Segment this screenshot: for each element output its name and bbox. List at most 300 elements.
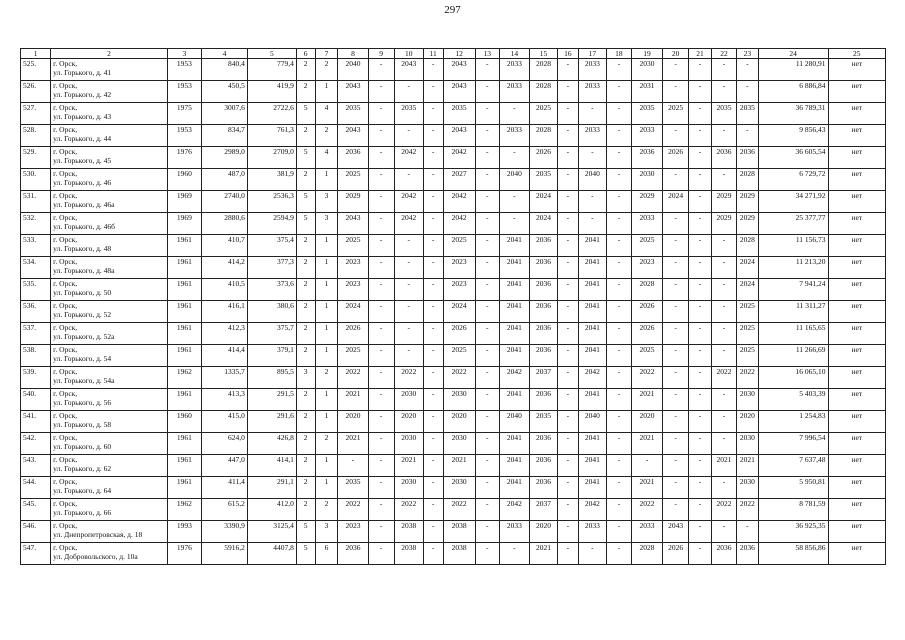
address-street: ул. Горького, д. 44 [53,134,112,143]
row-number-cell: 539. [21,367,51,389]
data-cell: 2042 [499,367,529,389]
data-cell: 1960 [167,169,201,191]
table-row [21,411,886,433]
data-cell: 6 729,72 [758,169,828,191]
column-number-header: 15 [529,49,557,59]
address-cell [51,301,168,323]
data-cell: 36 925,35 [758,521,828,543]
data-cell: 1953 [167,125,201,147]
data-cell: - [368,345,394,367]
data-cell: 2041 [499,345,529,367]
address-street: ул. Горького, д. 42 [53,90,112,99]
data-cell: 2025 [736,345,758,367]
data-cell: - [689,477,712,499]
status-cell: нет [828,477,885,499]
data-cell: - [689,169,712,191]
data-cell: 6 [315,543,338,565]
status-cell: нет [828,389,885,411]
row-number-cell: 537. [21,323,51,345]
table-row [21,367,886,389]
data-cell: - [499,147,529,169]
column-number-header: 1 [21,49,51,59]
data-cell: - [423,521,443,543]
data-cell: 3 [315,213,338,235]
data-cell: 1976 [167,147,201,169]
data-cell: 2722,6 [247,103,296,125]
status-cell: нет [828,191,885,213]
data-cell: 2037 [529,499,557,521]
data-cell: 615,2 [202,499,248,521]
address-city: г. Орск, [53,301,78,310]
data-cell: 2594,9 [247,213,296,235]
data-cell: - [663,301,689,323]
data-cell: - [423,169,443,191]
column-number-header: 10 [394,49,423,59]
data-cell: 2 [296,389,315,411]
data-cell: - [689,455,712,477]
data-cell: - [663,235,689,257]
table-row [21,521,886,543]
data-cell: 3125,4 [247,521,296,543]
data-cell: 2041 [499,301,529,323]
data-cell: 2023 [443,279,475,301]
data-cell: 2030 [394,389,423,411]
data-cell: - [475,455,499,477]
data-cell: 2024 [663,191,689,213]
data-cell: 2037 [529,367,557,389]
data-cell: - [368,301,394,323]
data-cell: 2041 [499,477,529,499]
data-cell: 2022 [631,367,662,389]
data-cell: 2025 [443,345,475,367]
address-street: ул. Горького, д. 48а [53,266,115,275]
address-city: г. Орск, [53,279,78,288]
table-row [21,235,886,257]
data-cell: 2038 [394,521,423,543]
address-cell [51,279,168,301]
data-cell: - [394,323,423,345]
data-cell: 2026 [443,323,475,345]
data-cell: - [368,125,394,147]
data-cell: 2021 [529,543,557,565]
address-cell [51,389,168,411]
data-cell: 2 [296,81,315,103]
data-cell: 2 [296,411,315,433]
data-cell: 291,1 [247,477,296,499]
row-number-cell: 529. [21,147,51,169]
data-cell: 2033 [631,213,662,235]
data-cell: 373,6 [247,279,296,301]
data-cell: - [689,125,712,147]
data-cell: 5 [296,103,315,125]
data-cell: - [558,499,579,521]
data-cell: 2536,3 [247,191,296,213]
data-cell: - [368,389,394,411]
data-cell: 2041 [578,323,606,345]
data-cell: 3 [296,367,315,389]
data-cell: - [578,191,606,213]
data-cell: - [606,477,631,499]
data-cell: 2025 [443,235,475,257]
data-cell: 2036 [529,235,557,257]
column-number-header: 6 [296,49,315,59]
data-cell: 2036 [529,389,557,411]
data-cell: 7 637,48 [758,455,828,477]
address-street: ул. Горького, д. 41 [53,68,112,77]
table-row [21,301,886,323]
data-cell: 2028 [529,125,557,147]
data-cell: - [423,345,443,367]
data-cell: 2030 [394,477,423,499]
data-cell: - [368,279,394,301]
data-cell: - [558,433,579,455]
data-cell: - [663,455,689,477]
data-cell: - [423,147,443,169]
address-cell [51,521,168,543]
data-cell: 2740,0 [202,191,248,213]
data-cell: 2030 [443,389,475,411]
status-cell: нет [828,213,885,235]
row-number-cell: 528. [21,125,51,147]
data-cell: - [558,147,579,169]
row-number-cell: 543. [21,455,51,477]
address-cell [51,169,168,191]
data-cell: 2024 [338,301,368,323]
data-cell: 2033 [578,81,606,103]
data-cell: - [558,213,579,235]
data-cell: 4 [315,103,338,125]
data-cell: 2026 [338,323,368,345]
data-cell: 2041 [578,235,606,257]
data-cell: - [712,345,737,367]
data-cell: - [423,477,443,499]
address-street: ул. Горького, д. 46 [53,178,112,187]
data-cell: - [499,103,529,125]
data-cell: - [558,257,579,279]
column-number-header: 2 [51,49,168,59]
data-cell: - [558,367,579,389]
data-cell: 1961 [167,433,201,455]
data-cell: 2041 [499,257,529,279]
address-street: ул. Горького, д. 56 [53,398,112,407]
data-cell: - [606,213,631,235]
data-cell: - [606,191,631,213]
housing-register-table [20,48,886,565]
data-cell: 895,5 [247,367,296,389]
data-cell: 840,4 [202,59,248,81]
data-cell: 2025 [338,235,368,257]
data-cell: - [712,477,737,499]
data-cell: 2022 [338,499,368,521]
data-cell: - [558,521,579,543]
column-number-header: 5 [247,49,296,59]
data-cell: - [663,257,689,279]
address-cell [51,323,168,345]
data-cell: 2036 [529,279,557,301]
data-cell: 2036 [529,455,557,477]
data-cell: - [423,301,443,323]
data-cell: 2041 [578,433,606,455]
data-cell: 2042 [578,499,606,521]
column-number-header-row [21,49,886,59]
data-cell: - [712,235,737,257]
data-cell: 2026 [631,301,662,323]
address-city: г. Орск, [53,235,78,244]
address-city: г. Орск, [53,81,78,90]
data-cell: 3 [315,191,338,213]
data-cell: 7 941,24 [758,279,828,301]
data-cell: 2021 [631,389,662,411]
data-cell: 2029 [338,191,368,213]
address-cell [51,147,168,169]
data-cell: 11 311,27 [758,301,828,323]
data-cell: 2023 [338,257,368,279]
data-cell: - [558,59,579,81]
row-number-cell: 526. [21,81,51,103]
column-number-header: 7 [315,49,338,59]
data-cell: 2043 [443,125,475,147]
data-cell: - [712,301,737,323]
data-cell: 2036 [529,345,557,367]
table-row [21,345,886,367]
data-cell: - [712,279,737,301]
data-cell: - [558,323,579,345]
data-cell: 779,4 [247,59,296,81]
data-cell: - [423,323,443,345]
data-cell: 2035 [394,103,423,125]
data-cell: 414,2 [202,257,248,279]
data-cell: 2 [296,477,315,499]
data-cell: - [475,521,499,543]
row-number-cell: 532. [21,213,51,235]
data-cell: 2020 [394,411,423,433]
data-cell: 2036 [529,301,557,323]
data-cell: - [663,59,689,81]
address-cell [51,411,168,433]
data-cell: 2024 [529,213,557,235]
data-cell: 11 213,20 [758,257,828,279]
data-cell: - [394,345,423,367]
data-cell: - [499,213,529,235]
data-cell: 2042 [578,367,606,389]
data-cell: 2036 [338,543,368,565]
data-cell: - [558,169,579,191]
data-cell: - [368,543,394,565]
data-cell: 2042 [394,191,423,213]
data-cell: 2033 [499,521,529,543]
address-street: ул. Горького, д. 52а [53,332,115,341]
data-cell: 2035 [443,103,475,125]
data-cell: - [663,477,689,499]
data-cell: - [606,279,631,301]
address-cell [51,257,168,279]
data-cell: 6 886,84 [758,81,828,103]
data-cell: 1961 [167,323,201,345]
data-cell: 2021 [712,455,737,477]
data-cell: - [394,125,423,147]
row-number-cell: 547. [21,543,51,565]
data-cell: - [475,433,499,455]
data-cell: 16 065,10 [758,367,828,389]
status-cell: нет [828,81,885,103]
data-cell: 5 [296,191,315,213]
data-cell: - [689,521,712,543]
status-cell: нет [828,147,885,169]
address-city: г. Орск, [53,103,78,112]
data-cell: 2029 [736,213,758,235]
data-cell: 2040 [338,59,368,81]
row-number-cell: 530. [21,169,51,191]
data-cell: - [475,125,499,147]
data-cell: 25 377,77 [758,213,828,235]
address-city: г. Орск, [53,433,78,442]
data-cell: 1969 [167,213,201,235]
data-cell: 2020 [631,411,662,433]
data-cell: 2036 [529,477,557,499]
data-cell: 5 [296,213,315,235]
data-cell: 2035 [712,103,737,125]
data-cell: 2026 [529,147,557,169]
data-cell: - [558,279,579,301]
data-cell: 2 [296,301,315,323]
data-cell: 2041 [499,323,529,345]
data-cell: 2028 [631,279,662,301]
data-cell: 2026 [663,147,689,169]
data-cell: - [423,367,443,389]
data-cell: 2 [296,433,315,455]
data-cell: 2022 [443,499,475,521]
status-cell: нет [828,499,885,521]
data-cell: - [663,125,689,147]
data-cell: - [423,499,443,521]
data-cell: 2024 [736,279,758,301]
data-cell: - [394,235,423,257]
data-cell: 2033 [578,125,606,147]
row-number-cell: 535. [21,279,51,301]
address-cell [51,191,168,213]
address-city: г. Орск, [53,345,78,354]
data-cell: 375,7 [247,323,296,345]
data-cell: - [558,345,579,367]
data-cell: 2025 [631,345,662,367]
data-cell: 2028 [736,235,758,257]
address-city: г. Орск, [53,125,78,134]
data-cell: - [689,213,712,235]
data-cell: 447,0 [202,455,248,477]
data-cell: - [663,81,689,103]
row-number-cell: 545. [21,499,51,521]
data-cell: 2022 [443,367,475,389]
data-cell: 2022 [394,499,423,521]
data-cell: 2020 [736,411,758,433]
address-city: г. Орск, [53,169,78,178]
data-cell: - [558,543,579,565]
data-cell: 2022 [736,499,758,521]
data-cell: - [712,81,737,103]
address-street: ул. Горького, д. 43 [53,112,112,121]
data-cell: 377,3 [247,257,296,279]
data-cell: 2022 [394,367,423,389]
row-number-cell: 531. [21,191,51,213]
table-row [21,433,886,455]
data-cell: 2035 [631,103,662,125]
data-cell: 1 [315,477,338,499]
data-cell: 1961 [167,235,201,257]
data-cell: 2036 [712,543,737,565]
data-cell: 2025 [663,103,689,125]
data-cell: 2030 [736,433,758,455]
column-number-header: 13 [475,49,499,59]
table-row [21,389,886,411]
data-cell: - [663,323,689,345]
data-cell: 2021 [736,455,758,477]
status-cell: нет [828,257,885,279]
row-number-cell: 534. [21,257,51,279]
data-cell: - [475,169,499,191]
data-cell: - [368,411,394,433]
address-cell [51,499,168,521]
data-cell: 2043 [443,59,475,81]
data-cell: - [475,389,499,411]
data-cell: 2 [296,125,315,147]
column-number-header: 19 [631,49,662,59]
data-cell: 761,3 [247,125,296,147]
address-city: г. Орск, [53,213,78,222]
data-cell: - [394,81,423,103]
address-city: г. Орск, [53,499,78,508]
data-cell: - [394,279,423,301]
data-cell: 2030 [736,389,758,411]
address-street: ул. Горького, д. 48 [53,244,112,253]
data-cell: 2025 [736,323,758,345]
data-cell: - [423,257,443,279]
data-cell: - [423,191,443,213]
data-cell: 1 [315,169,338,191]
data-cell: 2036 [631,147,662,169]
address-street: ул. Горького, д. 52 [53,310,112,319]
data-cell: - [689,191,712,213]
data-cell: - [368,433,394,455]
data-cell: 1961 [167,257,201,279]
data-cell: - [475,477,499,499]
data-cell: - [423,59,443,81]
data-cell: 624,0 [202,433,248,455]
data-cell: - [606,345,631,367]
data-cell: - [475,411,499,433]
data-cell: 2041 [578,257,606,279]
data-cell: - [368,257,394,279]
data-cell: 2040 [578,411,606,433]
data-cell: - [663,213,689,235]
data-cell: 2041 [578,301,606,323]
data-cell: - [475,81,499,103]
data-cell: - [689,389,712,411]
data-cell: 3 [315,521,338,543]
address-street: ул. Добровольского, д. 10а [53,552,138,561]
data-cell: 1953 [167,59,201,81]
column-number-header: 20 [663,49,689,59]
data-cell: - [499,191,529,213]
data-cell: 1 [315,81,338,103]
row-number-cell: 544. [21,477,51,499]
data-cell: 2 [296,169,315,191]
status-cell: нет [828,103,885,125]
column-number-header: 3 [167,49,201,59]
address-street: ул. Горького, д. 46а [53,200,115,209]
data-cell: 291,5 [247,389,296,411]
data-cell: - [475,367,499,389]
data-cell: - [606,323,631,345]
